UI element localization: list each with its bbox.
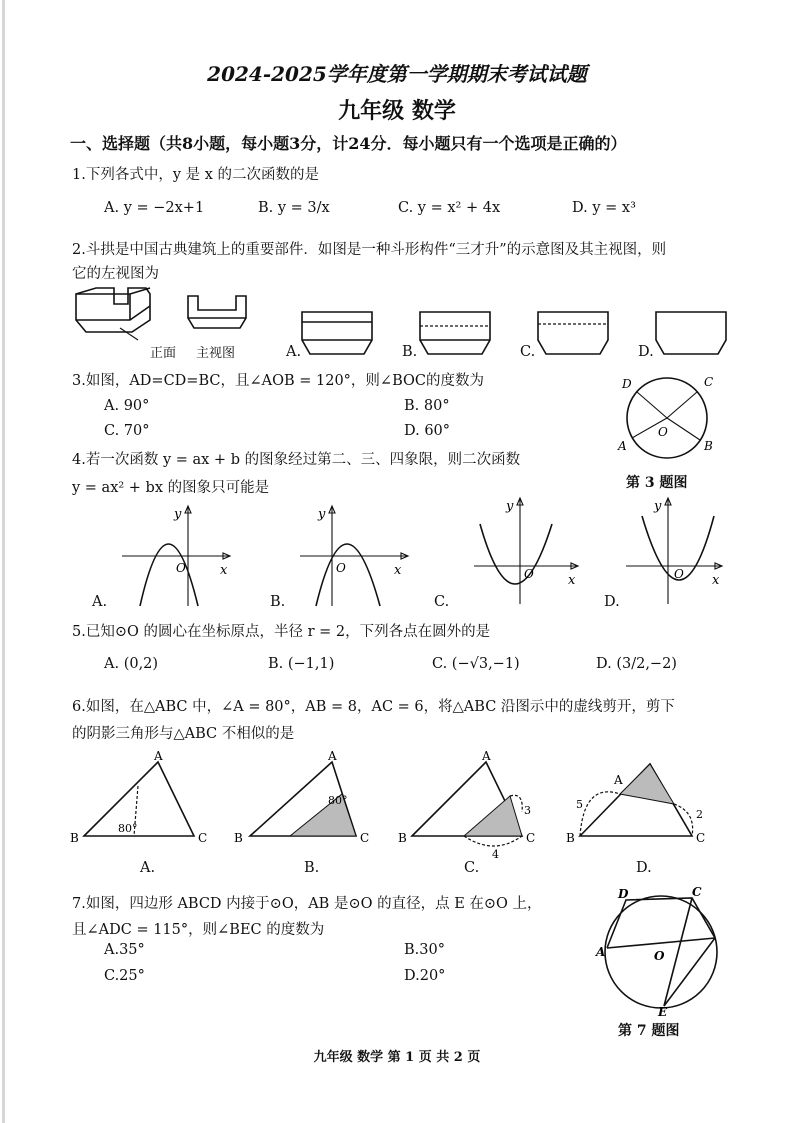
q7-option-c: C.25° (104, 968, 145, 984)
q4-option-b: B. (270, 594, 286, 610)
q2-stem-line1: 2.斗拱是中国古典建筑上的重要部件．如图是一种斗形构件“三才升”的示意图及其主视图，则 (72, 242, 667, 258)
q3-stem: 3.如图，AD=CD=BC，且∠AOB = 120°，则∠BOC的度数为 (72, 373, 484, 389)
q6-figure-d (564, 752, 714, 852)
q6-figure-b (230, 749, 380, 852)
q6-option-b: B. (304, 860, 320, 876)
q2-option-b-label: B. (402, 344, 418, 360)
q1-option-d: D. y = x³ (572, 200, 636, 216)
q4-option-a: A. (92, 594, 108, 610)
q4-d-axis-x: x (712, 573, 720, 588)
q6-d-n5: 5 (576, 798, 583, 811)
q5-option-a: A. (0,2) (104, 656, 159, 672)
q4-option-c: C. (434, 594, 450, 610)
q6-c-label-a: A (482, 749, 491, 763)
q3-point-c: C (704, 375, 714, 389)
q7-circle-figure (596, 886, 726, 1018)
q6-option-c: C. (464, 860, 480, 876)
q6-c-n4: 4 (492, 848, 499, 861)
q7-point-a: A (596, 945, 606, 959)
q2-stem-line2: 它的左视图为 (72, 266, 159, 282)
q4-stem-line1: 4.若一次函数 y = ax + b 的图象经过第二、三、四象限，则二次函数 (72, 452, 521, 468)
q5-option-c: C. (−√3,−1) (432, 656, 520, 672)
q7-stem-line1: 7.如图，四边形 ABCD 内接于⊙O，AB 是⊙O 的直径，点 E 在⊙O 上， (72, 896, 542, 912)
q4-d-axis-y: y (654, 499, 662, 514)
q3-option-a: A. 90° (104, 398, 150, 414)
q2-label-front: 正面 (150, 346, 177, 361)
q6-option-a: A. (140, 860, 156, 876)
q4-graph-d (622, 494, 728, 606)
q1-option-b: B. y = 3/x (258, 200, 330, 216)
q5-option-b: B. (−1,1) (268, 656, 335, 672)
q7-figure-caption: 第 7 题图 (618, 1023, 680, 1039)
q6-a-label-a: A (154, 749, 163, 763)
q4-graph-a (118, 502, 238, 610)
q6-figure-a (66, 749, 216, 852)
q4-c-axis-y: y (506, 499, 514, 514)
page-edge (2, 0, 5, 1123)
q6-a-label-b: B (70, 831, 79, 845)
q7-option-a: A.35° (104, 942, 145, 958)
q7-point-c: C (692, 885, 702, 899)
q3-point-o: O (658, 425, 668, 439)
q3-option-d: D. 60° (404, 423, 451, 439)
q5-option-d: D. (3/2,−2) (596, 656, 677, 672)
q2-option-b-figure (418, 310, 494, 360)
exam-title: 2024-2025学年度第一学期期末考试试题 (207, 62, 587, 86)
q7-option-d: D.20° (404, 968, 446, 984)
q3-figure-caption: 第 3 题图 (626, 475, 688, 491)
q6-b-angle: 80° (328, 794, 348, 807)
q7-stem-line2: 且∠ADC = 115°，则∠BEC 的度数为 (72, 922, 325, 938)
q1-option-c: C. y = x² + 4x (398, 200, 501, 216)
q4-b-origin: O (336, 561, 346, 575)
q6-stem-line2: 的阴影三角形与△ABC 不相似的是 (72, 726, 295, 742)
q1-stem: 1.下列各式中，y 是 x 的二次函数的是 (72, 167, 320, 183)
q4-c-axis-x: x (568, 573, 576, 588)
q3-point-a: A (618, 439, 627, 453)
q4-graph-b (296, 502, 416, 610)
q6-option-d: D. (636, 860, 652, 876)
q4-a-axis-y: y (174, 507, 182, 522)
q3-circle-figure (612, 368, 722, 468)
q6-a-angle: 80° (118, 822, 138, 835)
exam-subtitle: 九年级 数学 (338, 98, 456, 124)
q2-bracket-3d-figure (70, 286, 162, 346)
q7-point-e: E (658, 1005, 668, 1019)
q4-b-axis-y: y (318, 507, 326, 522)
q2-option-a-label: A. (286, 344, 302, 360)
q6-d-label-b: B (566, 831, 575, 845)
q2-option-d-figure (654, 310, 730, 360)
q5-stem: 5.已知⊙O 的圆心在坐标原点，半径 r = 2，下列各点在圆外的是 (72, 624, 491, 640)
q4-a-axis-x: x (220, 563, 228, 578)
q6-d-label-c: C (696, 831, 706, 845)
q3-point-d: D (622, 377, 632, 391)
page-footer: 九年级 数学 第 1 页 共 2 页 (313, 1050, 481, 1065)
q4-b-axis-x: x (394, 563, 402, 578)
q6-d-label-a: A (614, 773, 623, 787)
q6-c-label-c: C (526, 831, 536, 845)
q2-option-c-label: C. (520, 344, 536, 360)
q6-stem-line1: 6.如图，在△ABC 中，∠A = 80°，AB = 8，AC = 6，将△ABC 沿图示中的虚线剪开，剪下 (72, 699, 675, 715)
q6-b-label-b: B (234, 831, 243, 845)
q4-stem-line2: y = ax² + bx 的图象只可能是 (72, 480, 270, 496)
q4-a-origin: O (176, 561, 186, 575)
q3-point-b: B (704, 439, 713, 453)
q4-graph-c (470, 494, 586, 606)
q2-option-c-figure (536, 310, 612, 360)
q6-b-label-c: C (360, 831, 370, 845)
q3-option-c: C. 70° (104, 423, 150, 439)
q6-b-label-a: A (328, 749, 337, 763)
q7-option-b: B.30° (404, 942, 445, 958)
q4-c-origin: O (524, 567, 534, 581)
q6-c-label-b: B (398, 831, 407, 845)
q4-option-d: D. (604, 594, 620, 610)
q1-option-a: A. y = −2x+1 (104, 200, 205, 216)
q7-point-o: O (654, 949, 665, 963)
q6-c-n3: 3 (524, 804, 531, 817)
q7-point-d: D (618, 887, 629, 901)
q2-option-d-label: D. (638, 344, 654, 360)
q2-main-view (186, 294, 250, 340)
q2-label-main-view: 主视图 (196, 346, 236, 361)
q6-a-label-c: C (198, 831, 208, 845)
q3-option-b: B. 80° (404, 398, 450, 414)
q6-d-n2: 2 (696, 808, 703, 821)
q4-d-origin: O (674, 567, 684, 581)
section-heading: 一、选择题（共8小题，每小题3分，计24分．每小题只有一个选项是正确的） (70, 134, 627, 153)
q2-option-a-figure (300, 310, 376, 360)
q6-figure-c (394, 749, 544, 862)
